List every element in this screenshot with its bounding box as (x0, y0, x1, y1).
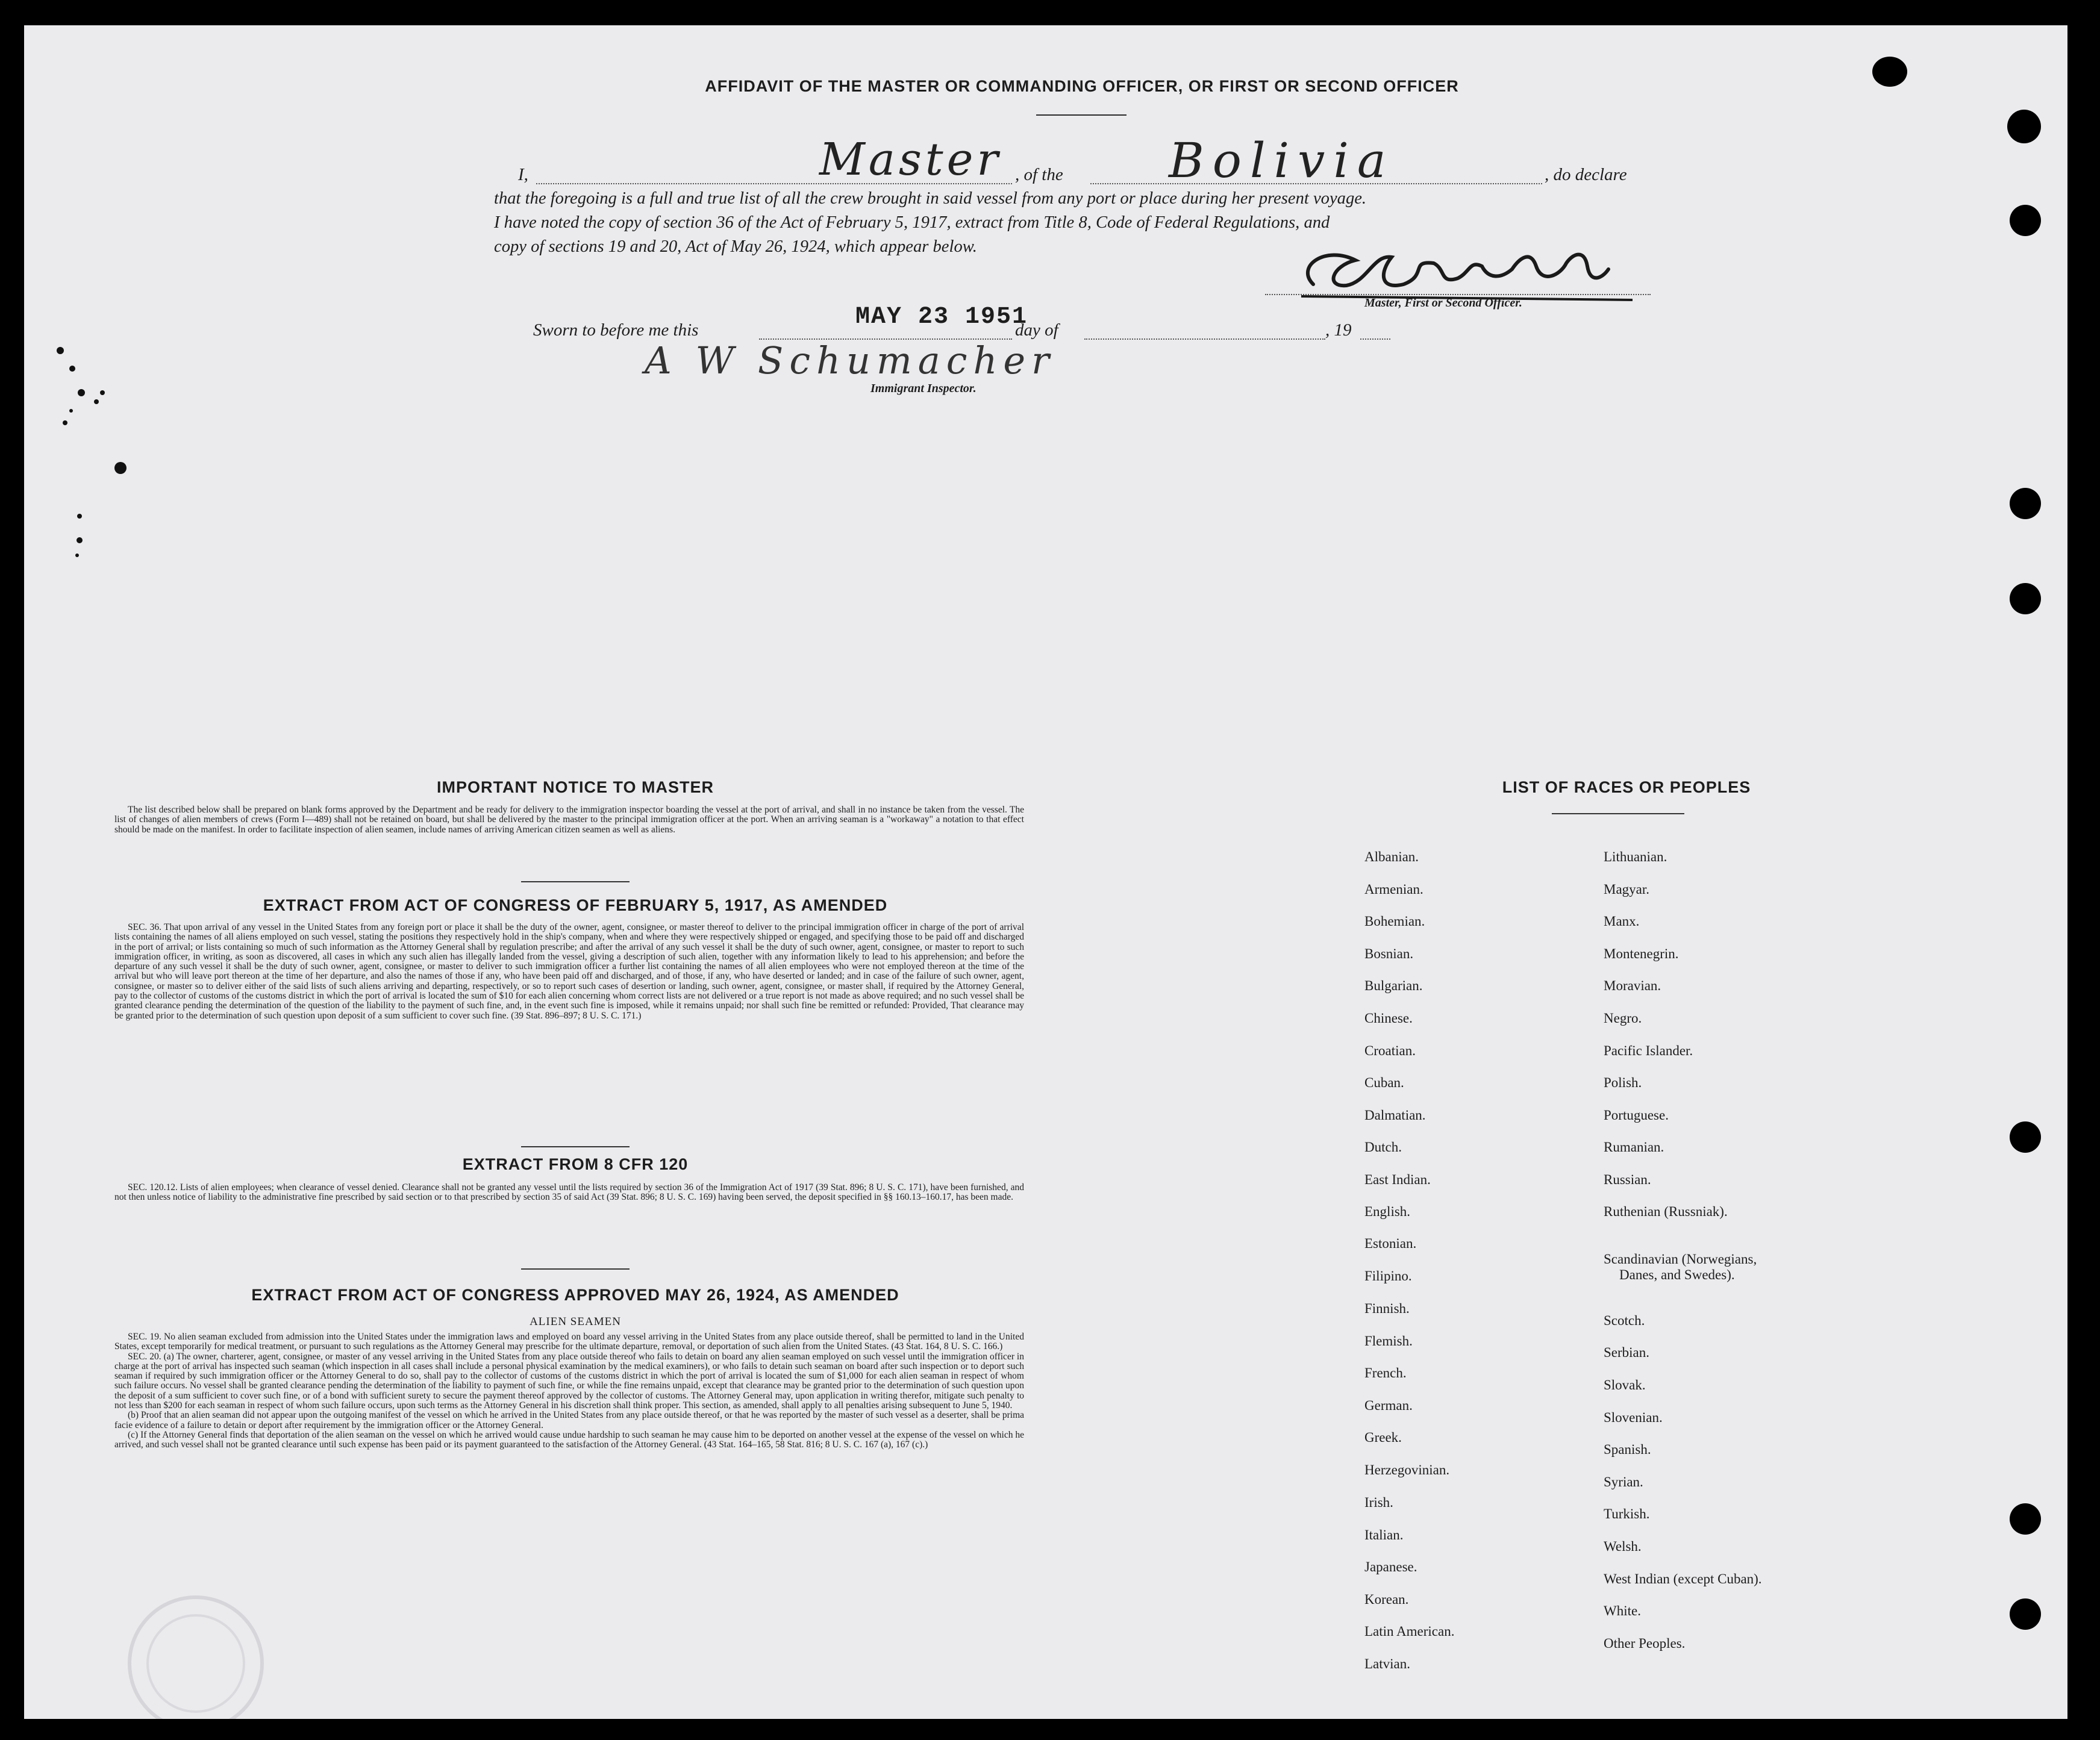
declare-suffix: , do declare (1545, 165, 1627, 184)
race-item: French. (1364, 1365, 1407, 1380)
race-item: Scandinavian (Norwegians, (1604, 1252, 1757, 1267)
race-item: Scotch. (1604, 1313, 1645, 1328)
date-stamp: MAY 23 1951 (855, 304, 1028, 331)
affidavit-title: AFFIDAVIT OF THE MASTER OR COMMANDING OFFICER, OR FIRST OR SECOND OFFICER (705, 77, 1459, 95)
races-title-rule (1552, 813, 1684, 814)
punch-hole (2010, 1121, 2041, 1153)
inspector-label: Immigrant Inspector. (870, 382, 977, 395)
alien-seamen-subtitle: ALIEN SEAMEN (530, 1315, 621, 1328)
race-item: Moravian. (1604, 978, 1661, 993)
sworn-mid: day of (1015, 320, 1058, 340)
embossed-seal (114, 1591, 277, 1719)
section-20a-paragraph: SEC. 20. (a) The owner, charterer, agent, consignee, or master of any vessel arriving in the United States from any place outside thereof who fails to detain on board any alien seaman employed on such vessel until the immigration officer in charge at the port of arrival has inspected such seaman (which inspection in all cases shall include a personal physical examination by the medical examiners), or who fails to detain such seaman on board after such inspection or to deport such seaman if required by such immigration officer or the Attorney General to do so, shall pay to the collector of customs of the customs district in which the port of arrival is located the sum of $1,000 for each alien seaman in respect of whom such failure occurs. No vessel shall be granted clearance pending the determination of the liability to payment of such fine, or while the fine remains unpaid, except that clearance may be granted prior to the determination of such question upon the deposit of a sum sufficient to cover such fine, or of a bond with sufficient surety to secure the payment thereof approved by the collector of customs. The Attorney General may, upon application in writing therefor, mitigate such penalty to not less than $200 for each seaman in respect of whom such failure occurs, upon such terms as the Attorney General in his discretion shall think proper. This section, as amended, shall apply to all penalties arising subsequent to June 5, 1940. (114, 1351, 1024, 1411)
race-item: English. (1364, 1204, 1411, 1219)
extract-1917-body (114, 923, 1024, 1021)
race-item: Korean. (1364, 1592, 1409, 1607)
race-item: Bosnian. (1364, 946, 1414, 961)
sworn-month-line (1084, 338, 1325, 340)
master-signature-line (1265, 294, 1651, 295)
races-title: LIST OF RACES OR PEOPLES (1502, 778, 1751, 796)
race-item: Herzegovinian. (1364, 1462, 1450, 1477)
race-item: Spanish. (1604, 1442, 1651, 1457)
section-20c-paragraph: (c) If the Attorney General finds that deportation of the alien seaman on the vessel on which he arrived would cause undue hardship to such seaman he may cause him to be deported on another vessel at the expense of the vessel on which he arrived, and such vessel shall not be granted clearance until such expense has been paid or its payment guaranteed to the satisfaction of the Attorney General. (43 Stat. 164–165, 58 Stat. 816; 8 U. S. C. 167 (a), 167 (c).) (114, 1429, 1024, 1450)
race-item: West Indian (except Cuban). (1604, 1571, 1762, 1586)
handwritten-vessel: Bolivia (1169, 133, 1395, 189)
ink-specks (36, 326, 127, 567)
declarant-prefix: I, (518, 165, 528, 184)
race-item: Polish. (1604, 1075, 1642, 1090)
race-item: Slovenian. (1604, 1410, 1663, 1425)
race-item: Other Peoples. (1604, 1636, 1686, 1651)
section-divider (521, 1146, 630, 1147)
race-item: Welsh. (1604, 1539, 1642, 1554)
race-item: East Indian. (1364, 1172, 1431, 1187)
race-item: Manx. (1604, 914, 1640, 929)
race-item: Estonian. (1364, 1236, 1417, 1251)
affidavit-line-4: copy of sections 19 and 20, Act of May 26, 1924, which appear below. (494, 237, 977, 256)
race-item: Filipino. (1364, 1268, 1412, 1283)
extract-cfr-title: EXTRACT FROM 8 CFR 120 (462, 1155, 689, 1173)
race-item: White. (1604, 1603, 1641, 1618)
race-item: Negro. (1604, 1011, 1642, 1026)
race-item: Serbian. (1604, 1345, 1650, 1360)
extract-1917-title: EXTRACT FROM ACT OF CONGRESS OF FEBRUARY 5, 1917, AS AMENDED (263, 896, 888, 914)
master-signature-label: Master, First or Second Officer. (1364, 296, 1522, 310)
race-item: Dalmatian. (1364, 1108, 1426, 1123)
notice-title: IMPORTANT NOTICE TO MASTER (437, 778, 714, 796)
punch-hole (2007, 110, 2041, 143)
race-item: Rumanian. (1604, 1140, 1664, 1155)
section-120-12-paragraph: SEC. 120.12. Lists of alien employees; when clearance of vessel denied. Clearance shall not be granted any vessel until the lists required by section 36 of the Immigration Act of 1917 (39 Stat. 896; 8 U. S. C. 171), have been furnished, and not then unless notice of liability to the administrative fine prescribed by said section or to that prescribed by section 35 of said Act (39 Stat. 896; 8 U. S. C. 169) having been served, the deposit specified in §§ 160.13–160.17, has been made. (114, 1182, 1024, 1203)
race-item: Greek. (1364, 1430, 1402, 1445)
race-item: Latvian. (1364, 1656, 1410, 1671)
race-item: Syrian. (1604, 1474, 1643, 1489)
race-item: Albanian. (1364, 849, 1419, 864)
race-item: Cuban. (1364, 1075, 1404, 1090)
race-item: Bulgarian. (1364, 978, 1423, 993)
handwritten-rank: Master (819, 134, 1002, 186)
section-36-paragraph: SEC. 36. That upon arrival of any vessel in the United States from any foreign port or place it shall be the duty of the owner, agent, consignee, or master thereof to deliver to the principal immigration officer in charge of the port of arrival lists containing the names of all aliens employed on such vessel, stating the positions they respectively hold in the ship's company, when and where they were respectively shipped or engaged, and specifying those to be paid off and discharged in the port of arrival; or lists containing so much of such information as the Attorney General shall by regulation prescribe; and after the arrival of any such vessel it shall be the duty of such owner, agent, consignee, or master to report to such immigration officer, in writing, as soon as discovered, all cases in which any such alien has illegally landed from the vessel, giving a description of such alien, together with any information likely to lead to his apprehension; and before the departure of any such vessel it shall be the duty of such owner, agent, consignee, or master to deliver to such immigration officer a further list containing the names of all alien employees who were not employed thereon at the time of the arrival but who will leave port thereon at the time of her departure, and also the names of those if any, who have been paid off and discharged, and of those, if any, who have deserted or landed; and in case of the failure of such owner, agent, consignee, or master so to deliver either of the said lists of such aliens arriving and departing, respectively, or so to report such cases of desertion or landing, such owner, agent, consignee, or master shall, if required by the Attorney General, pay to the collector of customs of the customs district in which the port of arrival is located the sum of $10 for each alien concerning whom correct lists are not delivered or a true report is not made as above required; and no such vessel shall be granted clearance pending the determination of the question of the liability to the payment of such fine, and, in the event such fine is imposed, while it remains unpaid; nor shall such fine be remitted or refunded: Provided, That clearance may be granted prior to the determination of such question upon deposit of a sum sufficient to cover such fine. (39 Stat. 896–897; 8 U. S. C. 171.) (114, 922, 1024, 1021)
race-item: Irish. (1364, 1495, 1393, 1510)
race-item: Latin American. (1364, 1624, 1455, 1639)
punch-hole (2010, 488, 2041, 519)
race-item: Dutch. (1364, 1140, 1402, 1155)
race-item: Finnish. (1364, 1301, 1410, 1316)
race-item: Italian. (1364, 1527, 1404, 1542)
section-divider (521, 1268, 630, 1270)
title-rule (1036, 114, 1127, 116)
notice-body (114, 805, 1024, 835)
race-item: Montenegrin. (1604, 946, 1679, 961)
race-item: Magyar. (1604, 882, 1650, 897)
race-item: German. (1364, 1398, 1413, 1413)
race-item: Chinese. (1364, 1011, 1413, 1026)
extract-1924-body (114, 1332, 1024, 1450)
sworn-year: , 19 (1325, 320, 1352, 340)
affidavit-line-2: that the foregoing is a full and true list of all the crew brought in said vessel from any port or place during her present voyage. (494, 189, 1367, 208)
race-item: Ruthenian (Russniak). (1604, 1204, 1728, 1219)
race-item: Japanese. (1364, 1559, 1417, 1574)
race-item: Lithuanian. (1604, 849, 1667, 864)
punch-hole (2010, 583, 2041, 614)
notice-paragraph: The list described below shall be prepared on blank forms approved by the Department and be ready for delivery to the immigration inspector boarding the vessel at the port of arrival, and shall in no instance be taken from the vessel. The list of changes of alien members of crews (Form I—489) shall not be retained on board, but shall be delivered by the master to the principal immigration officer at the port. When an arriving seaman is a "workaway" a notation to that effect should be made on the manifest. In order to facilitate inspection of alien seamen, include names of arriving American citizen seamen as well as aliens. (114, 805, 1024, 835)
sworn-year-line (1360, 338, 1390, 340)
master-signature (1289, 242, 1645, 302)
vessel-prefix: , of the (1015, 165, 1063, 184)
punch-hole (2010, 205, 2041, 236)
race-item-continued: Danes, and Swedes). (1619, 1267, 1735, 1282)
punch-hole (1872, 57, 1907, 87)
punch-hole (2010, 1598, 2041, 1630)
race-item: Portuguese. (1604, 1108, 1669, 1123)
extract-1924-title: EXTRACT FROM ACT OF CONGRESS APPROVED MAY 26, 1924, AS AMENDED (251, 1286, 899, 1304)
sworn-prefix: Sworn to before me this (533, 320, 699, 340)
affidavit-line-3: I have noted the copy of section 36 of the Act of February 5, 1917, extract from Title 8, Code of Federal Regulations, and (494, 213, 1330, 232)
race-item: Slovak. (1604, 1377, 1646, 1392)
race-item: Russian. (1604, 1172, 1651, 1187)
race-item: Flemish. (1364, 1333, 1413, 1349)
section-divider (521, 881, 630, 882)
inspector-signature: A W Schumacher (645, 338, 1055, 382)
race-item: Armenian. (1364, 882, 1423, 897)
punch-hole (2010, 1503, 2041, 1535)
section-20b-paragraph: (b) Proof that an alien seaman did not appear upon the outgoing manifest of the vessel on which he arrived in the United States from any place outside thereof, or that he was reported by the master of such vessel as a deserter, shall be prima facie evidence of a failure to detain or deport after requirement by the immigration officer or the Attorney General. (114, 1410, 1024, 1430)
race-item: Pacific Islander. (1604, 1043, 1693, 1058)
document-page (24, 25, 2067, 1719)
extract-cfr-body (114, 1183, 1024, 1203)
race-item: Croatian. (1364, 1043, 1416, 1058)
race-item: Turkish. (1604, 1506, 1650, 1521)
section-19-paragraph: SEC. 19. No alien seaman excluded from admission into the United States under the immigration laws and employed on board any vessel arriving in the United States from any place outside thereof, shall be permitted to land in the United States, except temporarily for medical treatment, or pursuant to such regulations as the Attorney General may prescribe for the ultimate departure, removal, or deportation of such alien from the United States. (43 Stat. 164, 8 U. S. C. 166.) (114, 1332, 1024, 1352)
race-item: Bohemian. (1364, 914, 1425, 929)
